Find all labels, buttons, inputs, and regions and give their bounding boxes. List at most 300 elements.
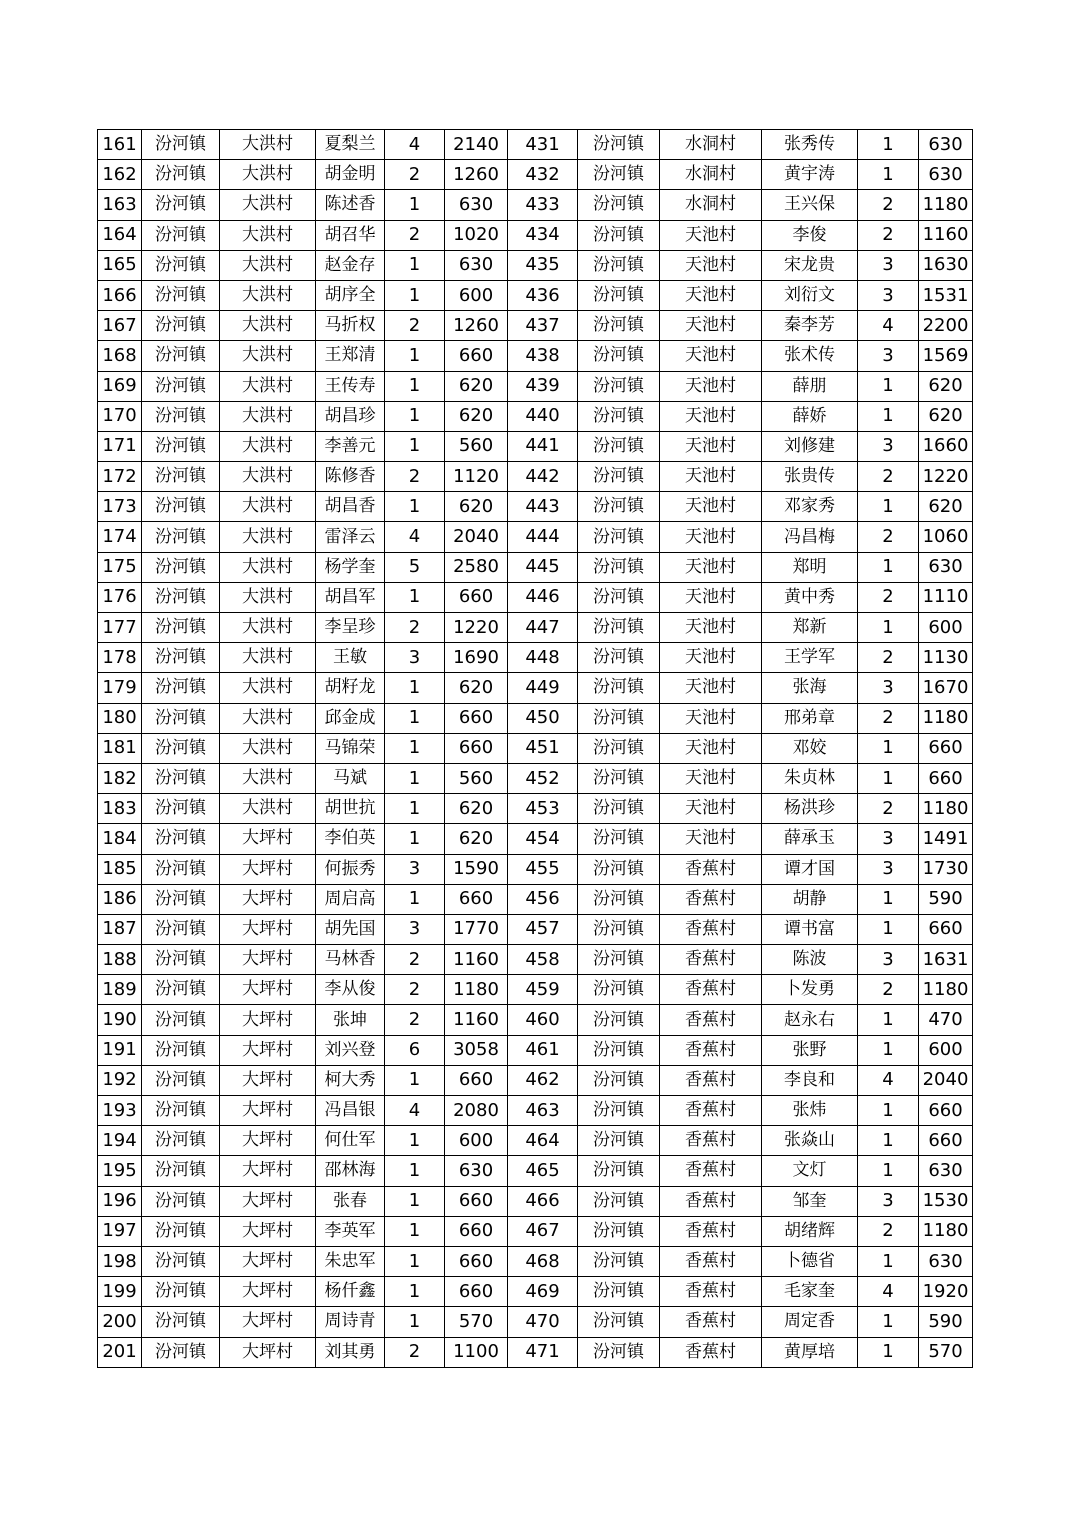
right-serial-cell: 457 <box>508 914 578 944</box>
left-count-cell: 1 <box>385 1186 445 1216</box>
left-amount-cell: 1690 <box>445 643 508 673</box>
right-name-cell: 谭才国 <box>762 854 858 884</box>
right-village-cell: 香蕉村 <box>660 1035 762 1065</box>
left-count-cell: 1 <box>385 190 445 220</box>
right-village-cell: 香蕉村 <box>660 1246 762 1276</box>
left-town-cell: 汾河镇 <box>142 1337 220 1367</box>
right-town-cell: 汾河镇 <box>578 431 660 461</box>
right-village-cell: 香蕉村 <box>660 1096 762 1126</box>
right-amount-cell: 1220 <box>919 462 973 492</box>
right-village-cell: 天池村 <box>660 431 762 461</box>
left-amount-cell: 1590 <box>445 854 508 884</box>
roster-table <box>97 129 973 1368</box>
right-name-cell: 周定香 <box>762 1307 858 1337</box>
left-village-cell: 大洪村 <box>220 190 316 220</box>
left-town-cell: 汾河镇 <box>142 673 220 703</box>
right-amount-cell: 1670 <box>919 673 973 703</box>
left-name-cell: 胡世抗 <box>316 794 385 824</box>
left-name-cell: 邵林海 <box>316 1156 385 1186</box>
left-name-cell: 李呈珍 <box>316 613 385 643</box>
left-amount-cell: 620 <box>445 492 508 522</box>
left-amount-cell: 1260 <box>445 311 508 341</box>
left-village-cell: 大坪村 <box>220 1126 316 1156</box>
right-village-cell: 香蕉村 <box>660 1277 762 1307</box>
right-serial-cell: 467 <box>508 1216 578 1246</box>
right-name-cell: 胡静 <box>762 884 858 914</box>
right-count-cell: 2 <box>858 703 919 733</box>
right-village-cell: 天池村 <box>660 613 762 643</box>
left-amount-cell: 660 <box>445 1277 508 1307</box>
right-name-cell: 邓家秀 <box>762 492 858 522</box>
left-town-cell: 汾河镇 <box>142 1186 220 1216</box>
right-serial-cell: 464 <box>508 1126 578 1156</box>
right-amount-cell: 1660 <box>919 431 973 461</box>
left-village-cell: 大洪村 <box>220 160 316 190</box>
left-count-cell: 1 <box>385 341 445 371</box>
left-count-cell: 2 <box>385 1337 445 1367</box>
right-village-cell: 天池村 <box>660 763 762 793</box>
right-count-cell: 2 <box>858 975 919 1005</box>
left-amount-cell: 1160 <box>445 945 508 975</box>
left-name-cell: 马折权 <box>316 311 385 341</box>
left-town-cell: 汾河镇 <box>142 1065 220 1095</box>
left-amount-cell: 660 <box>445 1065 508 1095</box>
right-serial-cell: 447 <box>508 613 578 643</box>
left-town-cell: 汾河镇 <box>142 643 220 673</box>
right-amount-cell: 1730 <box>919 854 973 884</box>
table-row <box>98 552 973 582</box>
left-name-cell: 陈修香 <box>316 462 385 492</box>
right-village-cell: 香蕉村 <box>660 1216 762 1246</box>
right-amount-cell: 620 <box>919 492 973 522</box>
right-village-cell: 香蕉村 <box>660 884 762 914</box>
left-amount-cell: 2080 <box>445 1096 508 1126</box>
right-name-cell: 宋龙贵 <box>762 250 858 280</box>
right-name-cell: 秦李芳 <box>762 311 858 341</box>
left-count-cell: 3 <box>385 854 445 884</box>
right-name-cell: 郑新 <box>762 613 858 643</box>
left-village-cell: 大坪村 <box>220 824 316 854</box>
left-town-cell: 汾河镇 <box>142 1246 220 1276</box>
left-count-cell: 1 <box>385 250 445 280</box>
right-village-cell: 水洞村 <box>660 130 762 160</box>
left-name-cell: 胡昌珍 <box>316 401 385 431</box>
right-town-cell: 汾河镇 <box>578 1216 660 1246</box>
left-village-cell: 大坪村 <box>220 1216 316 1246</box>
right-count-cell: 3 <box>858 250 919 280</box>
left-count-cell: 6 <box>385 1035 445 1065</box>
right-village-cell: 天池村 <box>660 703 762 733</box>
left-amount-cell: 600 <box>445 280 508 310</box>
right-amount-cell: 1630 <box>919 250 973 280</box>
left-amount-cell: 660 <box>445 703 508 733</box>
left-amount-cell: 630 <box>445 1156 508 1186</box>
right-name-cell: 赵永右 <box>762 1005 858 1035</box>
right-amount-cell: 1920 <box>919 1277 973 1307</box>
right-serial-cell: 441 <box>508 431 578 461</box>
right-village-cell: 香蕉村 <box>660 914 762 944</box>
right-village-cell: 天池村 <box>660 311 762 341</box>
left-village-cell: 大坪村 <box>220 1307 316 1337</box>
right-amount-cell: 630 <box>919 130 973 160</box>
right-count-cell: 4 <box>858 1065 919 1095</box>
table-row <box>98 1005 973 1035</box>
left-amount-cell: 1260 <box>445 160 508 190</box>
right-village-cell: 天池村 <box>660 280 762 310</box>
right-amount-cell: 630 <box>919 160 973 190</box>
left-name-cell: 王郑清 <box>316 341 385 371</box>
right-count-cell: 1 <box>858 613 919 643</box>
left-serial-cell: 195 <box>98 1156 142 1186</box>
right-count-cell: 3 <box>858 673 919 703</box>
right-amount-cell: 1569 <box>919 341 973 371</box>
right-town-cell: 汾河镇 <box>578 763 660 793</box>
left-village-cell: 大洪村 <box>220 613 316 643</box>
right-name-cell: 陈波 <box>762 945 858 975</box>
left-amount-cell: 560 <box>445 431 508 461</box>
table-row <box>98 673 973 703</box>
right-amount-cell: 1491 <box>919 824 973 854</box>
right-serial-cell: 435 <box>508 250 578 280</box>
right-name-cell: 李俊 <box>762 220 858 250</box>
right-count-cell: 4 <box>858 311 919 341</box>
left-serial-cell: 199 <box>98 1277 142 1307</box>
right-amount-cell: 630 <box>919 552 973 582</box>
right-amount-cell: 660 <box>919 733 973 763</box>
right-town-cell: 汾河镇 <box>578 522 660 552</box>
table-row <box>98 884 973 914</box>
table-row <box>98 1216 973 1246</box>
right-count-cell: 3 <box>858 280 919 310</box>
left-village-cell: 大坪村 <box>220 1277 316 1307</box>
right-name-cell: 胡绪辉 <box>762 1216 858 1246</box>
table-row <box>98 763 973 793</box>
left-serial-cell: 172 <box>98 462 142 492</box>
left-village-cell: 大坪村 <box>220 1337 316 1367</box>
right-count-cell: 3 <box>858 824 919 854</box>
right-amount-cell: 660 <box>919 1096 973 1126</box>
left-name-cell: 张春 <box>316 1186 385 1216</box>
right-name-cell: 张野 <box>762 1035 858 1065</box>
table-row <box>98 824 973 854</box>
table-row <box>98 582 973 612</box>
right-town-cell: 汾河镇 <box>578 1065 660 1095</box>
table-row <box>98 945 973 975</box>
left-village-cell: 大洪村 <box>220 462 316 492</box>
right-town-cell: 汾河镇 <box>578 160 660 190</box>
right-village-cell: 香蕉村 <box>660 975 762 1005</box>
right-town-cell: 汾河镇 <box>578 341 660 371</box>
left-amount-cell: 3058 <box>445 1035 508 1065</box>
right-count-cell: 3 <box>858 341 919 371</box>
right-serial-cell: 456 <box>508 884 578 914</box>
left-amount-cell: 660 <box>445 1216 508 1246</box>
left-count-cell: 1 <box>385 401 445 431</box>
right-name-cell: 卜德省 <box>762 1246 858 1276</box>
table-row <box>98 401 973 431</box>
right-village-cell: 香蕉村 <box>660 1337 762 1367</box>
left-serial-cell: 176 <box>98 582 142 612</box>
right-count-cell: 2 <box>858 582 919 612</box>
left-count-cell: 1 <box>385 703 445 733</box>
left-name-cell: 雷泽云 <box>316 522 385 552</box>
right-amount-cell: 660 <box>919 763 973 793</box>
left-name-cell: 朱忠军 <box>316 1246 385 1276</box>
right-serial-cell: 437 <box>508 311 578 341</box>
table-row <box>98 703 973 733</box>
left-name-cell: 王传寿 <box>316 371 385 401</box>
right-serial-cell: 469 <box>508 1277 578 1307</box>
left-serial-cell: 179 <box>98 673 142 703</box>
right-village-cell: 天池村 <box>660 522 762 552</box>
right-name-cell: 薛承玉 <box>762 824 858 854</box>
right-name-cell: 杨洪珍 <box>762 794 858 824</box>
right-serial-cell: 463 <box>508 1096 578 1126</box>
left-count-cell: 2 <box>385 462 445 492</box>
right-village-cell: 天池村 <box>660 401 762 431</box>
left-name-cell: 胡序全 <box>316 280 385 310</box>
right-serial-cell: 438 <box>508 341 578 371</box>
left-serial-cell: 182 <box>98 763 142 793</box>
right-count-cell: 3 <box>858 945 919 975</box>
right-count-cell: 1 <box>858 1246 919 1276</box>
right-amount-cell: 620 <box>919 401 973 431</box>
left-serial-cell: 180 <box>98 703 142 733</box>
left-count-cell: 4 <box>385 522 445 552</box>
left-count-cell: 4 <box>385 1096 445 1126</box>
left-count-cell: 1 <box>385 1307 445 1337</box>
table-row <box>98 643 973 673</box>
right-serial-cell: 449 <box>508 673 578 703</box>
right-town-cell: 汾河镇 <box>578 1277 660 1307</box>
left-town-cell: 汾河镇 <box>142 190 220 220</box>
table-row <box>98 1096 973 1126</box>
left-count-cell: 1 <box>385 763 445 793</box>
table-row <box>98 190 973 220</box>
left-serial-cell: 201 <box>98 1337 142 1367</box>
left-amount-cell: 560 <box>445 763 508 793</box>
left-village-cell: 大坪村 <box>220 914 316 944</box>
right-town-cell: 汾河镇 <box>578 311 660 341</box>
right-village-cell: 天池村 <box>660 250 762 280</box>
left-serial-cell: 164 <box>98 220 142 250</box>
table-row <box>98 1277 973 1307</box>
right-count-cell: 3 <box>858 854 919 884</box>
right-count-cell: 1 <box>858 914 919 944</box>
right-count-cell: 1 <box>858 1035 919 1065</box>
left-name-cell: 马锦荣 <box>316 733 385 763</box>
right-village-cell: 天池村 <box>660 492 762 522</box>
left-town-cell: 汾河镇 <box>142 703 220 733</box>
right-town-cell: 汾河镇 <box>578 492 660 522</box>
left-serial-cell: 189 <box>98 975 142 1005</box>
right-count-cell: 2 <box>858 220 919 250</box>
left-name-cell: 胡金明 <box>316 160 385 190</box>
left-town-cell: 汾河镇 <box>142 884 220 914</box>
left-name-cell: 胡昌香 <box>316 492 385 522</box>
left-serial-cell: 194 <box>98 1126 142 1156</box>
left-name-cell: 杨学奎 <box>316 552 385 582</box>
right-village-cell: 香蕉村 <box>660 1307 762 1337</box>
left-village-cell: 大洪村 <box>220 220 316 250</box>
right-count-cell: 1 <box>858 1156 919 1186</box>
table-row <box>98 733 973 763</box>
right-amount-cell: 1180 <box>919 1216 973 1246</box>
right-count-cell: 1 <box>858 130 919 160</box>
right-name-cell: 张炜 <box>762 1096 858 1126</box>
left-village-cell: 大坪村 <box>220 854 316 884</box>
right-name-cell: 郑明 <box>762 552 858 582</box>
right-serial-cell: 468 <box>508 1246 578 1276</box>
right-amount-cell: 1180 <box>919 794 973 824</box>
right-village-cell: 天池村 <box>660 341 762 371</box>
right-village-cell: 天池村 <box>660 643 762 673</box>
right-name-cell: 张焱山 <box>762 1126 858 1156</box>
left-name-cell: 张坤 <box>316 1005 385 1035</box>
left-town-cell: 汾河镇 <box>142 401 220 431</box>
left-name-cell: 邱金成 <box>316 703 385 733</box>
right-amount-cell: 1160 <box>919 220 973 250</box>
right-serial-cell: 462 <box>508 1065 578 1095</box>
left-amount-cell: 1770 <box>445 914 508 944</box>
right-name-cell: 薛娇 <box>762 401 858 431</box>
left-count-cell: 3 <box>385 914 445 944</box>
right-town-cell: 汾河镇 <box>578 462 660 492</box>
right-name-cell: 李良和 <box>762 1065 858 1095</box>
right-town-cell: 汾河镇 <box>578 1246 660 1276</box>
right-serial-cell: 458 <box>508 945 578 975</box>
right-amount-cell: 620 <box>919 371 973 401</box>
table-row <box>98 1156 973 1186</box>
table-row <box>98 794 973 824</box>
left-village-cell: 大洪村 <box>220 522 316 552</box>
left-name-cell: 刘兴登 <box>316 1035 385 1065</box>
right-count-cell: 2 <box>858 794 919 824</box>
left-amount-cell: 660 <box>445 341 508 371</box>
left-serial-cell: 192 <box>98 1065 142 1095</box>
right-count-cell: 1 <box>858 552 919 582</box>
table-row <box>98 975 973 1005</box>
left-town-cell: 汾河镇 <box>142 160 220 190</box>
right-count-cell: 1 <box>858 1126 919 1156</box>
right-town-cell: 汾河镇 <box>578 945 660 975</box>
table-row <box>98 1126 973 1156</box>
left-serial-cell: 167 <box>98 311 142 341</box>
left-village-cell: 大洪村 <box>220 794 316 824</box>
right-serial-cell: 445 <box>508 552 578 582</box>
left-serial-cell: 161 <box>98 130 142 160</box>
right-town-cell: 汾河镇 <box>578 1156 660 1186</box>
left-serial-cell: 191 <box>98 1035 142 1065</box>
table-row <box>98 914 973 944</box>
right-town-cell: 汾河镇 <box>578 733 660 763</box>
right-count-cell: 3 <box>858 1186 919 1216</box>
right-village-cell: 香蕉村 <box>660 1126 762 1156</box>
left-count-cell: 2 <box>385 311 445 341</box>
left-amount-cell: 630 <box>445 250 508 280</box>
left-serial-cell: 186 <box>98 884 142 914</box>
right-name-cell: 冯昌梅 <box>762 522 858 552</box>
left-serial-cell: 173 <box>98 492 142 522</box>
right-name-cell: 邓姣 <box>762 733 858 763</box>
left-serial-cell: 198 <box>98 1246 142 1276</box>
right-village-cell: 天池村 <box>660 371 762 401</box>
left-town-cell: 汾河镇 <box>142 975 220 1005</box>
left-village-cell: 大洪村 <box>220 763 316 793</box>
left-amount-cell: 620 <box>445 371 508 401</box>
left-count-cell: 2 <box>385 613 445 643</box>
left-amount-cell: 1160 <box>445 1005 508 1035</box>
right-town-cell: 汾河镇 <box>578 914 660 944</box>
right-serial-cell: 466 <box>508 1186 578 1216</box>
left-village-cell: 大洪村 <box>220 280 316 310</box>
right-serial-cell: 451 <box>508 733 578 763</box>
table-row <box>98 462 973 492</box>
table-row <box>98 1065 973 1095</box>
left-village-cell: 大坪村 <box>220 1186 316 1216</box>
right-town-cell: 汾河镇 <box>578 371 660 401</box>
right-town-cell: 汾河镇 <box>578 1307 660 1337</box>
right-amount-cell: 590 <box>919 884 973 914</box>
right-village-cell: 天池村 <box>660 582 762 612</box>
left-count-cell: 1 <box>385 884 445 914</box>
left-count-cell: 1 <box>385 824 445 854</box>
right-amount-cell: 660 <box>919 1126 973 1156</box>
left-name-cell: 胡籽龙 <box>316 673 385 703</box>
left-town-cell: 汾河镇 <box>142 311 220 341</box>
table-row <box>98 220 973 250</box>
left-serial-cell: 174 <box>98 522 142 552</box>
left-count-cell: 5 <box>385 552 445 582</box>
right-amount-cell: 600 <box>919 1035 973 1065</box>
table-row <box>98 1186 973 1216</box>
right-count-cell: 1 <box>858 492 919 522</box>
left-serial-cell: 169 <box>98 371 142 401</box>
right-village-cell: 香蕉村 <box>660 945 762 975</box>
left-amount-cell: 660 <box>445 1246 508 1276</box>
right-serial-cell: 436 <box>508 280 578 310</box>
right-count-cell: 1 <box>858 884 919 914</box>
right-town-cell: 汾河镇 <box>578 643 660 673</box>
left-town-cell: 汾河镇 <box>142 1307 220 1337</box>
right-town-cell: 汾河镇 <box>578 190 660 220</box>
table-row <box>98 1337 973 1367</box>
left-count-cell: 1 <box>385 431 445 461</box>
right-village-cell: 天池村 <box>660 733 762 763</box>
right-name-cell: 黄厚培 <box>762 1337 858 1367</box>
left-town-cell: 汾河镇 <box>142 1035 220 1065</box>
table-row <box>98 280 973 310</box>
left-amount-cell: 1020 <box>445 220 508 250</box>
table-row <box>98 613 973 643</box>
right-town-cell: 汾河镇 <box>578 1096 660 1126</box>
right-name-cell: 谭书富 <box>762 914 858 944</box>
right-town-cell: 汾河镇 <box>578 250 660 280</box>
right-town-cell: 汾河镇 <box>578 1126 660 1156</box>
right-town-cell: 汾河镇 <box>578 884 660 914</box>
right-amount-cell: 1180 <box>919 975 973 1005</box>
left-count-cell: 1 <box>385 1277 445 1307</box>
right-count-cell: 2 <box>858 462 919 492</box>
left-count-cell: 2 <box>385 975 445 1005</box>
right-town-cell: 汾河镇 <box>578 854 660 884</box>
left-amount-cell: 2140 <box>445 130 508 160</box>
left-count-cell: 1 <box>385 733 445 763</box>
right-town-cell: 汾河镇 <box>578 582 660 612</box>
left-town-cell: 汾河镇 <box>142 492 220 522</box>
table-row <box>98 492 973 522</box>
left-village-cell: 大坪村 <box>220 1065 316 1095</box>
